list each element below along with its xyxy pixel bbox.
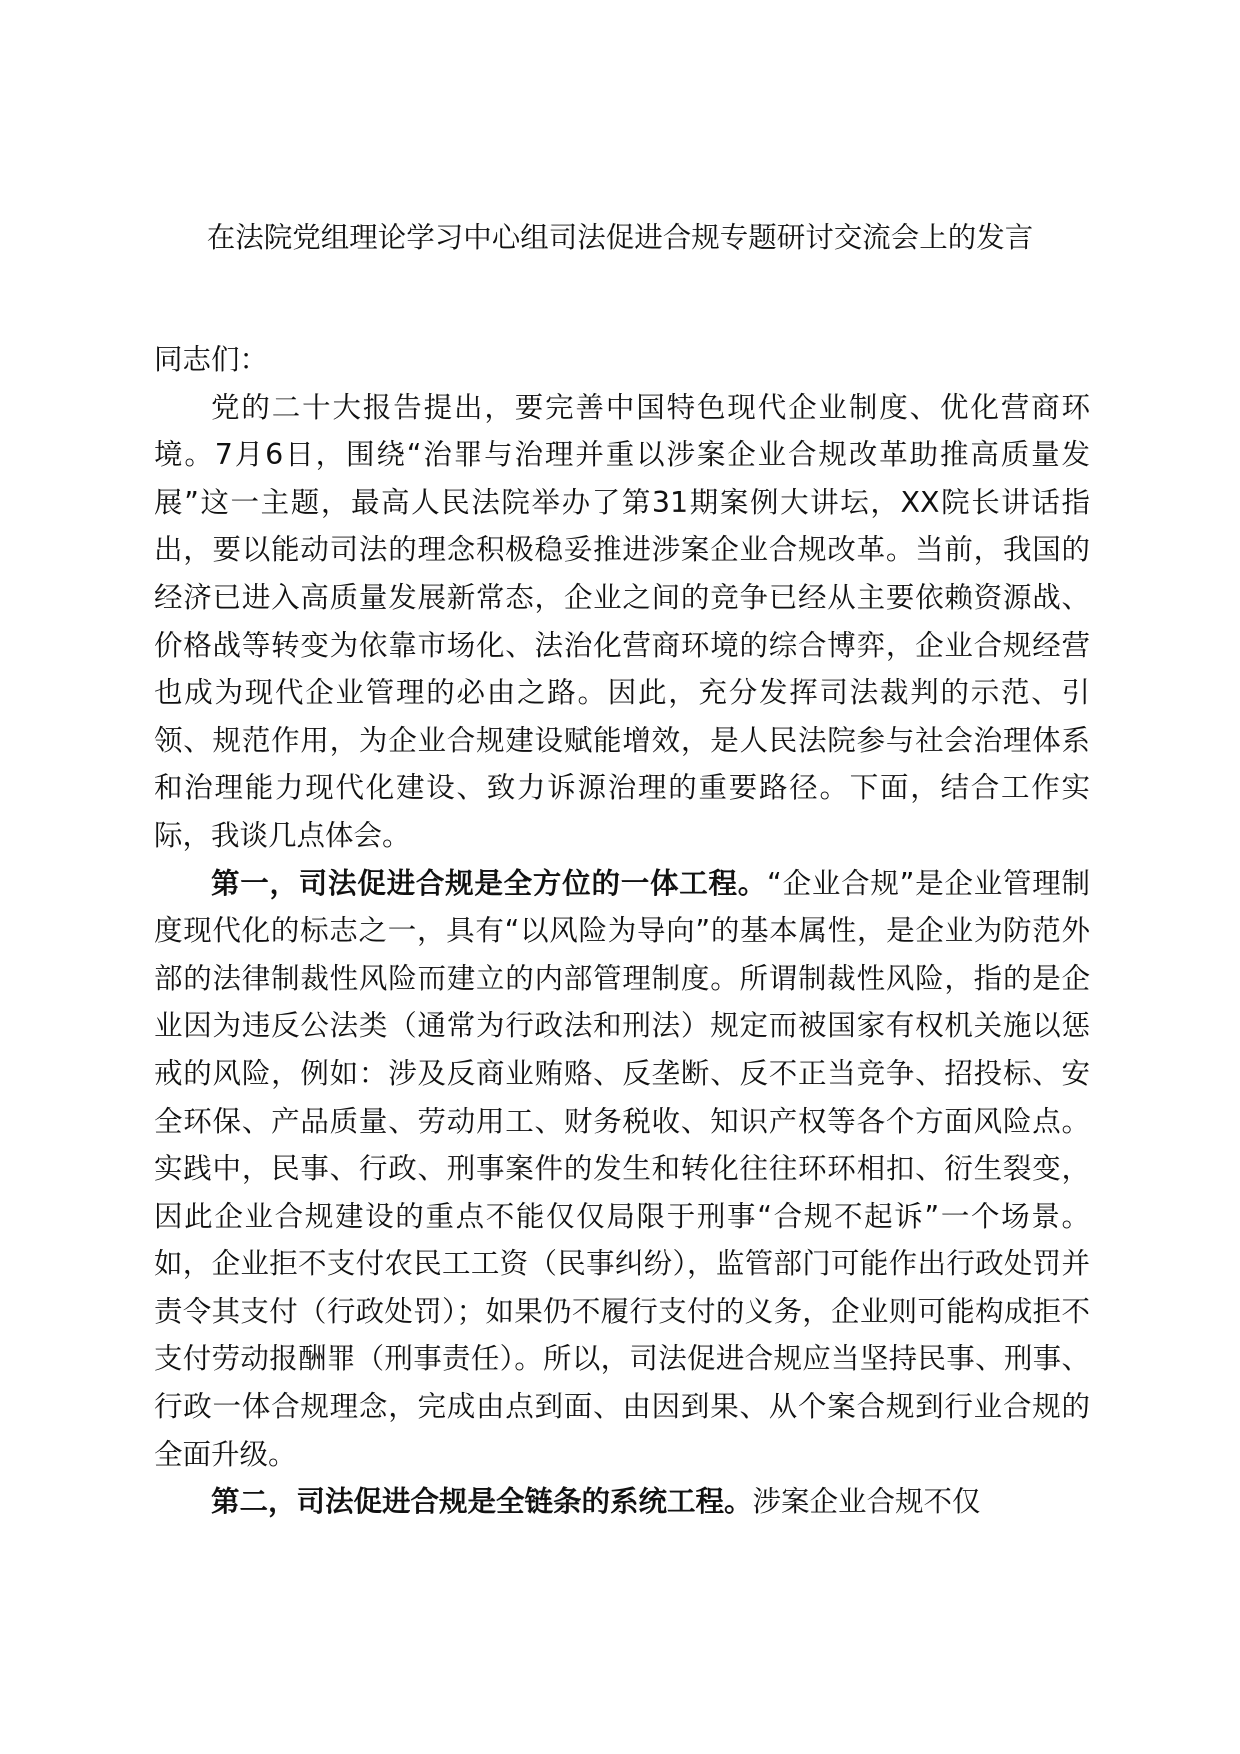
point-two-paragraph [154,1478,1090,1526]
document-body [154,336,1090,1526]
point-one-text: “企业合规”是企业管理制度现代化的标志之一，具有“以风险为导向”的基本属性，是企业为防范外部的法律制裁性风险而建立的内部管理制度。所谓制裁性风险，指的是企业因为违反公法类（通常为行政法和刑法）规定而被国家有权机关施以惩戒的风险，例如：涉及反商业贿赂、反垄断、反不正当竞争、招投标、安全环保、产品质量、劳动用工、财务税收、知识产权等各个方面风险点。实践中，民事、行政、刑事案件的发生和转化往往环环相扣、衍生裂变，因此企业合规建设的重点不能仅仅局限于刑事“合规不起诉”一个场景。如，企业拒不支付农民工工资（民事纠纷），监管部门可能作出行政处罚并责令其支付（行政处罚）；如果仍不履行支付的义务，企业则可能构成拒不支付劳动报酬罪（刑事责任）。所以，司法促进合规应当坚持民事、刑事、行政一体合规理念，完成由点到面、由因到果、从个案合规到行业合规的全面升级。 [154,866,1090,1471]
salutation: 同志们： [154,343,269,376]
point-one-paragraph [154,860,1090,1479]
point-two-heading: 第二，司法促进合规是全链条的系统工程。 [211,1485,753,1519]
point-one-heading: 第一，司法促进合规是全方位的一体工程。 [211,866,768,900]
intro-paragraph: 党的二十大报告提出，要完善中国特色现代企业制度、优化营商环境。7月6日，围绕“治罪与治理并重以涉案企业合规改革助推高质量发展”这一主题，最高人民法院举办了第31期案例大讲坛，XX院长讲话指出，要以能动司法的理念积极稳妥推进涉案企业合规改革。当前，我国的经济已进入高质量发展新常态，企业之间的竞争已经从主要依赖资源战、价格战等转变为依靠市场化、法治化营商环境的综合博弈，企业合规经营也成为现代企业管理的必由之路。因此，充分发挥司法裁判的示范、引领、规范作用，为企业合规建设赋能增效，是人民法院参与社会治理体系和治理能力现代化建设、致力诉源治理的重要路径。下面，结合工作实际，我谈几点体会。 [154,390,1090,852]
document-title: 在法院党组理论学习中心组司法促进合规专题研讨交流会上的发言 [206,221,1034,254]
point-two-text: 涉案企业合规不仅 [752,1485,981,1519]
